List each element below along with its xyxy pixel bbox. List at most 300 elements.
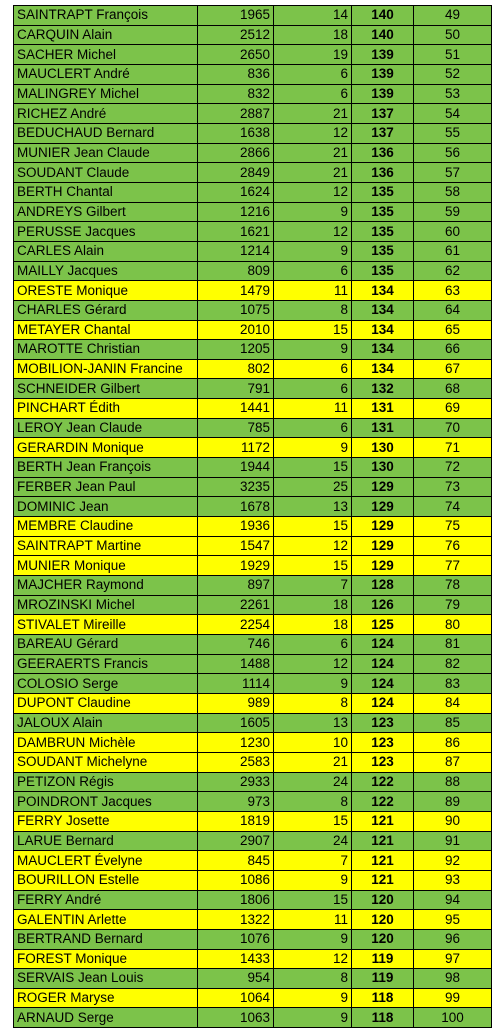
average-cell: 123 bbox=[352, 713, 414, 733]
average-cell: 139 bbox=[352, 45, 414, 65]
total-score-cell: 1114 bbox=[198, 674, 274, 694]
rank-cell: 95 bbox=[414, 910, 492, 930]
player-name-cell: MAJCHER Raymond bbox=[14, 576, 198, 596]
average-cell: 124 bbox=[352, 635, 414, 655]
table-row bbox=[14, 536, 492, 556]
table-row bbox=[14, 576, 492, 596]
rank-cell: 91 bbox=[414, 831, 492, 851]
average-cell: 136 bbox=[352, 143, 414, 163]
average-cell: 123 bbox=[352, 752, 414, 772]
games-count-cell: 6 bbox=[274, 379, 352, 399]
average-cell: 120 bbox=[352, 890, 414, 910]
games-count-cell: 10 bbox=[274, 733, 352, 753]
total-score-cell: 1936 bbox=[198, 517, 274, 537]
rank-cell: 64 bbox=[414, 300, 492, 320]
table-row bbox=[14, 64, 492, 84]
average-cell: 137 bbox=[352, 123, 414, 143]
table-row bbox=[14, 340, 492, 360]
games-count-cell: 18 bbox=[274, 25, 352, 45]
table-row bbox=[14, 359, 492, 379]
total-score-cell: 2887 bbox=[198, 104, 274, 124]
total-score-cell: 802 bbox=[198, 359, 274, 379]
total-score-cell: 1433 bbox=[198, 949, 274, 969]
games-count-cell: 12 bbox=[274, 949, 352, 969]
rank-cell: 79 bbox=[414, 595, 492, 615]
games-count-cell: 25 bbox=[274, 477, 352, 497]
average-cell: 130 bbox=[352, 438, 414, 458]
rank-cell: 54 bbox=[414, 104, 492, 124]
table-row bbox=[14, 477, 492, 497]
games-count-cell: 6 bbox=[274, 64, 352, 84]
player-name-cell: LEROY Jean Claude bbox=[14, 418, 198, 438]
rank-cell: 71 bbox=[414, 438, 492, 458]
player-name-cell: FERRY André bbox=[14, 890, 198, 910]
total-score-cell: 1638 bbox=[198, 123, 274, 143]
player-name-cell: SOUDANT Claude bbox=[14, 163, 198, 183]
player-name-cell: CARLES Alain bbox=[14, 241, 198, 261]
rank-cell: 90 bbox=[414, 811, 492, 831]
table-row bbox=[14, 517, 492, 537]
rank-cell: 85 bbox=[414, 713, 492, 733]
player-name-cell: BERTRAND Bernard bbox=[14, 929, 198, 949]
rank-cell: 83 bbox=[414, 674, 492, 694]
average-cell: 134 bbox=[352, 300, 414, 320]
total-score-cell: 1230 bbox=[198, 733, 274, 753]
rank-cell: 53 bbox=[414, 84, 492, 104]
average-cell: 124 bbox=[352, 654, 414, 674]
table-row bbox=[14, 497, 492, 517]
rank-cell: 59 bbox=[414, 202, 492, 222]
rank-cell: 86 bbox=[414, 733, 492, 753]
average-cell: 135 bbox=[352, 241, 414, 261]
rank-cell: 74 bbox=[414, 497, 492, 517]
games-count-cell: 21 bbox=[274, 104, 352, 124]
player-name-cell: JALOUX Alain bbox=[14, 713, 198, 733]
table-row bbox=[14, 556, 492, 576]
player-name-cell: CHARLES Gérard bbox=[14, 300, 198, 320]
table-row bbox=[14, 438, 492, 458]
rank-cell: 77 bbox=[414, 556, 492, 576]
table-row bbox=[14, 851, 492, 871]
total-score-cell: 1172 bbox=[198, 438, 274, 458]
games-count-cell: 11 bbox=[274, 910, 352, 930]
player-name-cell: DAMBRUN Michèle bbox=[14, 733, 198, 753]
games-count-cell: 6 bbox=[274, 418, 352, 438]
rank-cell: 61 bbox=[414, 241, 492, 261]
average-cell: 121 bbox=[352, 870, 414, 890]
total-score-cell: 1965 bbox=[198, 6, 274, 26]
games-count-cell: 12 bbox=[274, 536, 352, 556]
rank-cell: 82 bbox=[414, 654, 492, 674]
rank-cell: 98 bbox=[414, 969, 492, 989]
player-name-cell: ANDREYS Gilbert bbox=[14, 202, 198, 222]
total-score-cell: 1488 bbox=[198, 654, 274, 674]
games-count-cell: 11 bbox=[274, 281, 352, 301]
average-cell: 132 bbox=[352, 379, 414, 399]
table-row bbox=[14, 988, 492, 1008]
rank-cell: 84 bbox=[414, 693, 492, 713]
average-cell: 125 bbox=[352, 615, 414, 635]
total-score-cell: 2512 bbox=[198, 25, 274, 45]
rank-cell: 88 bbox=[414, 772, 492, 792]
rank-cell: 49 bbox=[414, 6, 492, 26]
games-count-cell: 12 bbox=[274, 222, 352, 242]
total-score-cell: 1678 bbox=[198, 497, 274, 517]
player-name-cell: ORESTE Monique bbox=[14, 281, 198, 301]
player-name-cell: BAREAU Gérard bbox=[14, 635, 198, 655]
total-score-cell: 1944 bbox=[198, 458, 274, 478]
games-count-cell: 6 bbox=[274, 261, 352, 281]
games-count-cell: 8 bbox=[274, 969, 352, 989]
player-name-cell: MROZINSKI Michel bbox=[14, 595, 198, 615]
table-row bbox=[14, 635, 492, 655]
games-count-cell: 18 bbox=[274, 595, 352, 615]
total-score-cell: 3235 bbox=[198, 477, 274, 497]
games-count-cell: 9 bbox=[274, 1008, 352, 1028]
total-score-cell: 1086 bbox=[198, 870, 274, 890]
total-score-cell: 2583 bbox=[198, 752, 274, 772]
total-score-cell: 1624 bbox=[198, 182, 274, 202]
player-name-cell: MEMBRE Claudine bbox=[14, 517, 198, 537]
rank-cell: 73 bbox=[414, 477, 492, 497]
average-cell: 129 bbox=[352, 536, 414, 556]
total-score-cell: 954 bbox=[198, 969, 274, 989]
games-count-cell: 8 bbox=[274, 693, 352, 713]
games-count-cell: 24 bbox=[274, 772, 352, 792]
average-cell: 120 bbox=[352, 910, 414, 930]
total-score-cell: 1441 bbox=[198, 399, 274, 419]
rank-cell: 72 bbox=[414, 458, 492, 478]
games-count-cell: 8 bbox=[274, 300, 352, 320]
average-cell: 121 bbox=[352, 831, 414, 851]
rank-cell: 94 bbox=[414, 890, 492, 910]
total-score-cell: 897 bbox=[198, 576, 274, 596]
games-count-cell: 6 bbox=[274, 359, 352, 379]
player-name-cell: PERUSSE Jacques bbox=[14, 222, 198, 242]
rank-cell: 76 bbox=[414, 536, 492, 556]
table-row bbox=[14, 202, 492, 222]
player-name-cell: FOREST Monique bbox=[14, 949, 198, 969]
player-name-cell: MAUCLERT André bbox=[14, 64, 198, 84]
table-row bbox=[14, 1008, 492, 1028]
rank-cell: 67 bbox=[414, 359, 492, 379]
average-cell: 135 bbox=[352, 202, 414, 222]
table-row bbox=[14, 831, 492, 851]
rank-cell: 50 bbox=[414, 25, 492, 45]
average-cell: 134 bbox=[352, 281, 414, 301]
rank-cell: 81 bbox=[414, 635, 492, 655]
games-count-cell: 15 bbox=[274, 320, 352, 340]
player-name-cell: SCHNEIDER Gilbert bbox=[14, 379, 198, 399]
average-cell: 121 bbox=[352, 811, 414, 831]
table-row bbox=[14, 693, 492, 713]
rank-cell: 78 bbox=[414, 576, 492, 596]
table-row bbox=[14, 929, 492, 949]
total-score-cell: 1605 bbox=[198, 713, 274, 733]
player-name-cell: BERTH Chantal bbox=[14, 182, 198, 202]
games-count-cell: 24 bbox=[274, 831, 352, 851]
rank-cell: 75 bbox=[414, 517, 492, 537]
rank-cell: 65 bbox=[414, 320, 492, 340]
player-name-cell: FERRY Josette bbox=[14, 811, 198, 831]
average-cell: 119 bbox=[352, 949, 414, 969]
total-score-cell: 832 bbox=[198, 84, 274, 104]
games-count-cell: 7 bbox=[274, 851, 352, 871]
table-row bbox=[14, 458, 492, 478]
player-name-cell: METAYER Chantal bbox=[14, 320, 198, 340]
games-count-cell: 9 bbox=[274, 241, 352, 261]
average-cell: 139 bbox=[352, 84, 414, 104]
average-cell: 129 bbox=[352, 517, 414, 537]
player-name-cell: SOUDANT Michelyne bbox=[14, 752, 198, 772]
games-count-cell: 15 bbox=[274, 811, 352, 831]
player-name-cell: MAUCLERT Évelyne bbox=[14, 851, 198, 871]
games-count-cell: 11 bbox=[274, 399, 352, 419]
total-score-cell: 836 bbox=[198, 64, 274, 84]
table-row bbox=[14, 143, 492, 163]
total-score-cell: 791 bbox=[198, 379, 274, 399]
average-cell: 135 bbox=[352, 182, 414, 202]
player-name-cell: LARUE Bernard bbox=[14, 831, 198, 851]
rank-cell: 58 bbox=[414, 182, 492, 202]
player-name-cell: GERARDIN Monique bbox=[14, 438, 198, 458]
total-score-cell: 1075 bbox=[198, 300, 274, 320]
average-cell: 123 bbox=[352, 733, 414, 753]
player-name-cell: GALENTIN Arlette bbox=[14, 910, 198, 930]
rank-cell: 63 bbox=[414, 281, 492, 301]
player-name-cell: SERVAIS Jean Louis bbox=[14, 969, 198, 989]
total-score-cell: 1929 bbox=[198, 556, 274, 576]
player-name-cell: BEDUCHAUD Bernard bbox=[14, 123, 198, 143]
table-row bbox=[14, 870, 492, 890]
total-score-cell: 2254 bbox=[198, 615, 274, 635]
games-count-cell: 13 bbox=[274, 497, 352, 517]
total-score-cell: 1064 bbox=[198, 988, 274, 1008]
rank-cell: 96 bbox=[414, 929, 492, 949]
player-name-cell: MUNIER Jean Claude bbox=[14, 143, 198, 163]
player-name-cell: DOMINIC Jean bbox=[14, 497, 198, 517]
player-name-cell: POINDRONT Jacques bbox=[14, 792, 198, 812]
games-count-cell: 21 bbox=[274, 143, 352, 163]
games-count-cell: 19 bbox=[274, 45, 352, 65]
games-count-cell: 12 bbox=[274, 182, 352, 202]
total-score-cell: 989 bbox=[198, 693, 274, 713]
total-score-cell: 1063 bbox=[198, 1008, 274, 1028]
table-row bbox=[14, 713, 492, 733]
rank-cell: 68 bbox=[414, 379, 492, 399]
total-score-cell: 1205 bbox=[198, 340, 274, 360]
total-score-cell: 2907 bbox=[198, 831, 274, 851]
player-name-cell: COLOSIO Serge bbox=[14, 674, 198, 694]
average-cell: 118 bbox=[352, 988, 414, 1008]
rank-cell: 99 bbox=[414, 988, 492, 1008]
total-score-cell: 845 bbox=[198, 851, 274, 871]
player-name-cell: ARNAUD Serge bbox=[14, 1008, 198, 1028]
average-cell: 119 bbox=[352, 969, 414, 989]
table-row bbox=[14, 811, 492, 831]
rank-cell: 87 bbox=[414, 752, 492, 772]
player-name-cell: PETIZON Régis bbox=[14, 772, 198, 792]
rank-cell: 56 bbox=[414, 143, 492, 163]
table-row bbox=[14, 222, 492, 242]
table-row bbox=[14, 969, 492, 989]
table-row bbox=[14, 772, 492, 792]
average-cell: 134 bbox=[352, 320, 414, 340]
average-cell: 135 bbox=[352, 261, 414, 281]
total-score-cell: 1806 bbox=[198, 890, 274, 910]
player-name-cell: PINCHART Édith bbox=[14, 399, 198, 419]
rank-cell: 80 bbox=[414, 615, 492, 635]
average-cell: 124 bbox=[352, 693, 414, 713]
player-name-cell: SAINTRAPT Martine bbox=[14, 536, 198, 556]
player-name-cell: GEERAERTS Francis bbox=[14, 654, 198, 674]
player-name-cell: SAINTRAPT François bbox=[14, 6, 198, 26]
average-cell: 120 bbox=[352, 929, 414, 949]
average-cell: 129 bbox=[352, 497, 414, 517]
average-cell: 140 bbox=[352, 6, 414, 26]
average-cell: 134 bbox=[352, 359, 414, 379]
total-score-cell: 2849 bbox=[198, 163, 274, 183]
rank-cell: 66 bbox=[414, 340, 492, 360]
games-count-cell: 15 bbox=[274, 890, 352, 910]
player-name-cell: MAILLY Jacques bbox=[14, 261, 198, 281]
table-row bbox=[14, 281, 492, 301]
games-count-cell: 13 bbox=[274, 713, 352, 733]
total-score-cell: 1479 bbox=[198, 281, 274, 301]
games-count-cell: 21 bbox=[274, 752, 352, 772]
average-cell: 124 bbox=[352, 674, 414, 694]
table-row bbox=[14, 25, 492, 45]
table-row bbox=[14, 792, 492, 812]
table-row bbox=[14, 320, 492, 340]
games-count-cell: 15 bbox=[274, 517, 352, 537]
total-score-cell: 809 bbox=[198, 261, 274, 281]
average-cell: 137 bbox=[352, 104, 414, 124]
player-name-cell: MUNIER Monique bbox=[14, 556, 198, 576]
table-row bbox=[14, 163, 492, 183]
table-row bbox=[14, 123, 492, 143]
games-count-cell: 9 bbox=[274, 929, 352, 949]
player-name-cell: CARQUIN Alain bbox=[14, 25, 198, 45]
games-count-cell: 9 bbox=[274, 340, 352, 360]
average-cell: 118 bbox=[352, 1008, 414, 1028]
rank-cell: 97 bbox=[414, 949, 492, 969]
total-score-cell: 1214 bbox=[198, 241, 274, 261]
player-name-cell: RICHEZ André bbox=[14, 104, 198, 124]
average-cell: 128 bbox=[352, 576, 414, 596]
table-row bbox=[14, 615, 492, 635]
average-cell: 134 bbox=[352, 340, 414, 360]
games-count-cell: 14 bbox=[274, 6, 352, 26]
total-score-cell: 1216 bbox=[198, 202, 274, 222]
total-score-cell: 1322 bbox=[198, 910, 274, 930]
total-score-cell: 973 bbox=[198, 792, 274, 812]
table-row bbox=[14, 890, 492, 910]
table-row bbox=[14, 399, 492, 419]
table-row bbox=[14, 595, 492, 615]
total-score-cell: 2010 bbox=[198, 320, 274, 340]
rank-cell: 89 bbox=[414, 792, 492, 812]
games-count-cell: 15 bbox=[274, 556, 352, 576]
player-name-cell: BOURILLON Estelle bbox=[14, 870, 198, 890]
total-score-cell: 1819 bbox=[198, 811, 274, 831]
total-score-cell: 1076 bbox=[198, 929, 274, 949]
player-name-cell: MALINGREY Michel bbox=[14, 84, 198, 104]
total-score-cell: 785 bbox=[198, 418, 274, 438]
table-row bbox=[14, 241, 492, 261]
rank-cell: 60 bbox=[414, 222, 492, 242]
average-cell: 135 bbox=[352, 222, 414, 242]
ranking-table-body bbox=[14, 6, 492, 1028]
average-cell: 130 bbox=[352, 458, 414, 478]
rank-cell: 57 bbox=[414, 163, 492, 183]
table-row bbox=[14, 654, 492, 674]
average-cell: 140 bbox=[352, 25, 414, 45]
games-count-cell: 12 bbox=[274, 654, 352, 674]
table-row bbox=[14, 261, 492, 281]
rank-cell: 69 bbox=[414, 399, 492, 419]
rank-cell: 92 bbox=[414, 851, 492, 871]
table-row bbox=[14, 84, 492, 104]
player-name-cell: MAROTTE Christian bbox=[14, 340, 198, 360]
games-count-cell: 9 bbox=[274, 202, 352, 222]
table-row bbox=[14, 733, 492, 753]
average-cell: 136 bbox=[352, 163, 414, 183]
ranking-table bbox=[13, 5, 492, 1028]
average-cell: 131 bbox=[352, 399, 414, 419]
games-count-cell: 12 bbox=[274, 123, 352, 143]
average-cell: 139 bbox=[352, 64, 414, 84]
table-row bbox=[14, 910, 492, 930]
games-count-cell: 15 bbox=[274, 458, 352, 478]
games-count-cell: 7 bbox=[274, 576, 352, 596]
average-cell: 122 bbox=[352, 792, 414, 812]
total-score-cell: 2866 bbox=[198, 143, 274, 163]
rank-cell: 93 bbox=[414, 870, 492, 890]
total-score-cell: 2261 bbox=[198, 595, 274, 615]
average-cell: 126 bbox=[352, 595, 414, 615]
games-count-cell: 9 bbox=[274, 438, 352, 458]
total-score-cell: 2933 bbox=[198, 772, 274, 792]
table-row bbox=[14, 104, 492, 124]
player-name-cell: FERBER Jean Paul bbox=[14, 477, 198, 497]
average-cell: 129 bbox=[352, 556, 414, 576]
table-row bbox=[14, 182, 492, 202]
player-name-cell: STIVALET Mireille bbox=[14, 615, 198, 635]
total-score-cell: 746 bbox=[198, 635, 274, 655]
total-score-cell: 1547 bbox=[198, 536, 274, 556]
games-count-cell: 6 bbox=[274, 84, 352, 104]
table-row bbox=[14, 300, 492, 320]
average-cell: 129 bbox=[352, 477, 414, 497]
rank-cell: 100 bbox=[414, 1008, 492, 1028]
rank-cell: 55 bbox=[414, 123, 492, 143]
total-score-cell: 2650 bbox=[198, 45, 274, 65]
table-row bbox=[14, 6, 492, 26]
average-cell: 121 bbox=[352, 851, 414, 871]
player-name-cell: MOBILION-JANIN Francine bbox=[14, 359, 198, 379]
games-count-cell: 9 bbox=[274, 988, 352, 1008]
table-row bbox=[14, 418, 492, 438]
table-row bbox=[14, 379, 492, 399]
average-cell: 131 bbox=[352, 418, 414, 438]
player-name-cell: DUPONT Claudine bbox=[14, 693, 198, 713]
player-name-cell: SACHER Michel bbox=[14, 45, 198, 65]
table-row bbox=[14, 45, 492, 65]
player-name-cell: ROGER Maryse bbox=[14, 988, 198, 1008]
rank-cell: 62 bbox=[414, 261, 492, 281]
games-count-cell: 9 bbox=[274, 674, 352, 694]
